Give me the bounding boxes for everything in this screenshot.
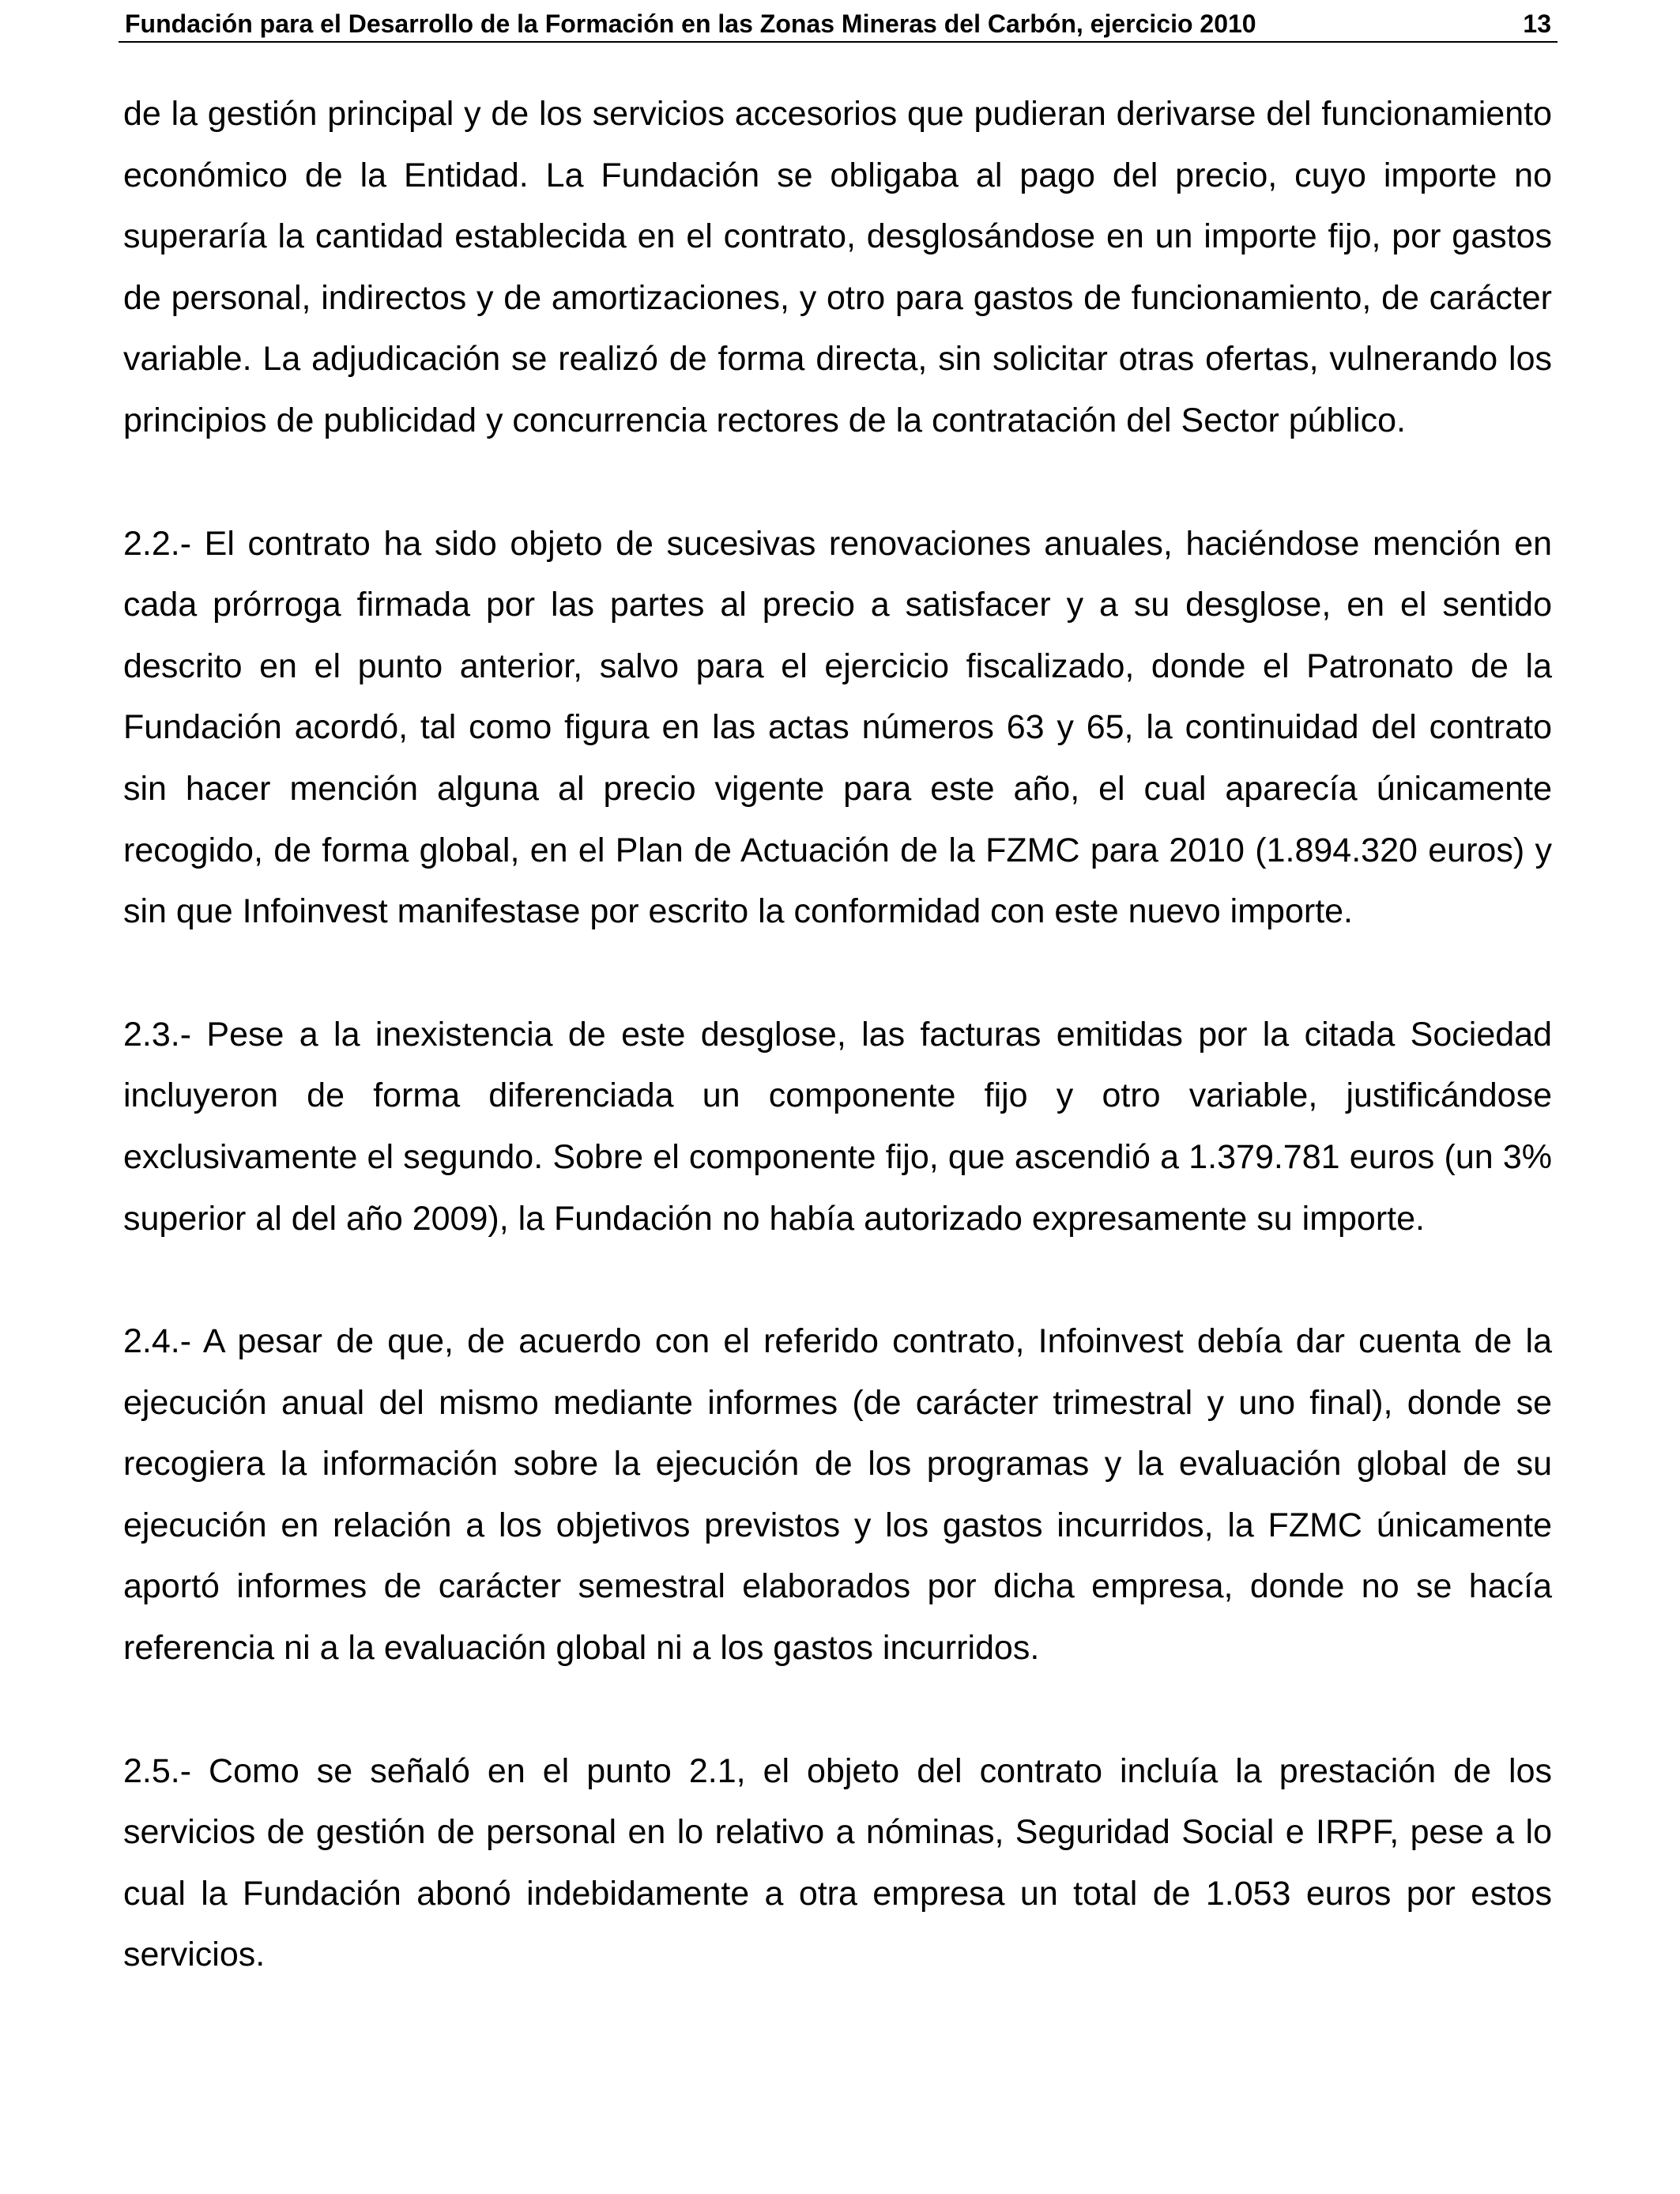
- paragraph-2-2: 2.2.- El contrato ha sido objeto de sucesivas renovaciones anuales, haciéndose mención en cada prórroga firmada por las partes al precio a satisfacer y a su desglose, en el sentido descrito en el punto anterior, salvo para el ejercicio fiscalizado, donde el Patronato de la Fundación acordó, tal como figura en las actas números 63 y 65, la continuidad del contrato sin hacer mención alguna al precio vigente para este año, el cual aparecía únicamente recogido, de forma global, en el Plan de Actuación de la FZMC para 2010 (1.894.320 euros) y sin que Infoinvest manifestase por escrito la conformidad con este nuevo importe.: [123, 524, 1552, 931]
- header-title: Fundación para el Desarrollo de la Formación en las Zonas Mineras del Carbón, ejercicio 2010: [125, 9, 1256, 38]
- page-number: 13: [1523, 9, 1551, 38]
- page-header: [119, 6, 1558, 43]
- paragraph-2-5: 2.5.- Como se señaló en el punto 2.1, el objeto del contrato incluía la prestación de los servicios de gestión de personal en lo relativo a nóminas, Seguridad Social e IRPF, pese a lo cual la Fundación abonó indebidamente a otra empresa un total de 1.053 euros por estos servicios.: [123, 1751, 1552, 1974]
- paragraph-2-3: 2.3.- Pese a la inexistencia de este desglose, las facturas emitidas por la citada Sociedad incluyeron de forma diferenciada un componente fijo y otro variable, justificándose exclusivamente el segundo. Sobre el componente fijo, que ascendió a 1.379.781 euros (un 3% superior al del año 2009), la Fundación no había autorizado expresamente su importe.: [123, 1015, 1552, 1238]
- document-body: [123, 84, 1552, 1986]
- paragraph-continuation: de la gestión principal y de los servicios accesorios que pudieran derivarse del funcionamiento económico de la Entidad. La Fundación se obligaba al pago del precio, cuyo importe no superaría la cantidad establecida en el contrato, desglosándose en un importe fijo, por gastos de personal, indirectos y de amortizaciones, y otro para gastos de funcionamiento, de carácter variable. La adjudicación se realizó de forma directa, sin solicitar otras ofertas, vulnerando los principios de publicidad y concurrencia rectores de la contratación del Sector público.: [123, 95, 1552, 439]
- paragraph-2-4: 2.4.- A pesar de que, de acuerdo con el referido contrato, Infoinvest debía dar cuenta de la ejecución anual del mismo mediante informes (de carácter trimestral y uno final), donde se recogiera la información sobre la ejecución de los programas y la evaluación global de su ejecución en relación a los objetivos previstos y los gastos incurridos, la FZMC únicamente aportó informes de carácter semestral elaborados por dicha empresa, donde no se hacía referencia ni a la evaluación global ni a los gastos incurridos.: [123, 1322, 1552, 1668]
